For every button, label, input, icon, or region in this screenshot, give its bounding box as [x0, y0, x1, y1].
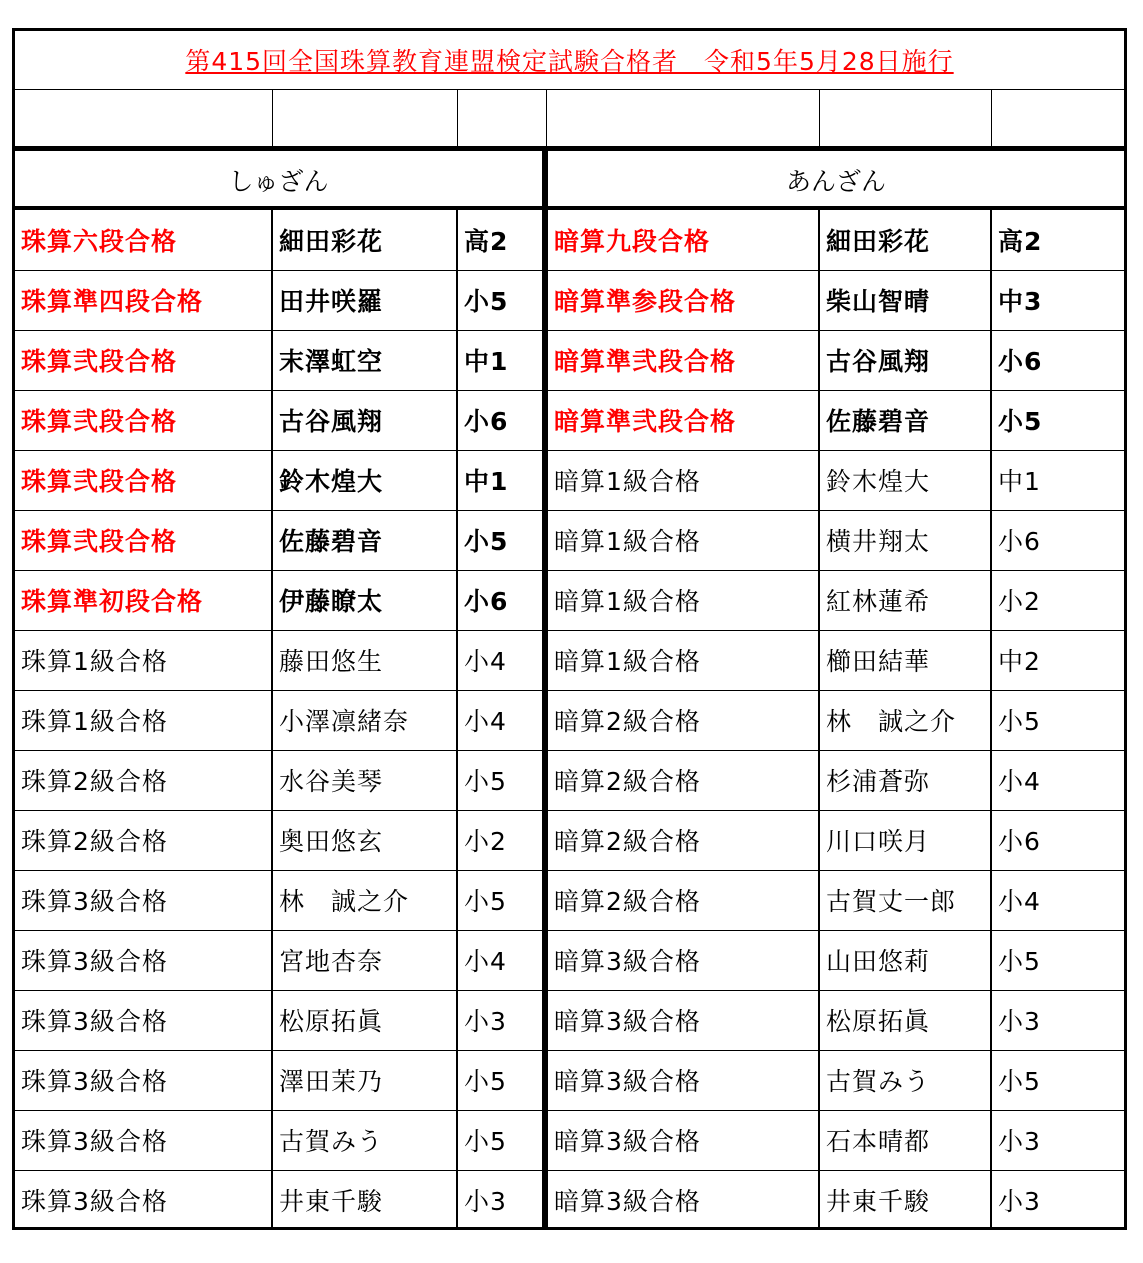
anzan-rank-text: 暗算九段合格 [554, 227, 711, 256]
anzan-name-cell [820, 330, 991, 390]
anzan-name-text: 櫛田結華 [826, 647, 931, 676]
shuzan-name-cell [273, 870, 457, 930]
shuzan-name-text: 鈴木煌大 [279, 467, 384, 496]
anzan-grade-cell [992, 570, 1124, 630]
anzan-rank-cell [548, 870, 819, 930]
shuzan-grade-text: 高2 [464, 227, 509, 256]
shuzan-rank-cell [15, 1170, 272, 1230]
row-rule [15, 870, 1124, 871]
shuzan-grade-text: 中1 [464, 467, 509, 496]
anzan-grade-text: 小5 [998, 1067, 1041, 1096]
anzan-name-text: 川口咲月 [826, 827, 931, 856]
shuzan-name-text: 田井咲羅 [279, 287, 384, 316]
shuzan-grade-cell [458, 570, 542, 630]
row-rule [15, 750, 1124, 751]
section-header-anzan [548, 152, 1124, 207]
anzan-name-cell [820, 1110, 991, 1170]
row-rule [15, 1170, 1124, 1171]
anzan-rank-text: 暗算1級合格 [554, 527, 701, 556]
shuzan-name-text: 伊藤瞭太 [279, 587, 384, 616]
shuzan-rank-cell [15, 450, 272, 510]
anzan-rank-text: 暗算2級合格 [554, 827, 701, 856]
blank-row-divider [546, 89, 547, 147]
shuzan-grade-cell [458, 810, 542, 870]
column-rule [818, 206, 820, 1230]
anzan-grade-text: 中2 [998, 647, 1041, 676]
anzan-rank-cell [548, 330, 819, 390]
anzan-name-cell [820, 870, 991, 930]
shuzan-name-cell [273, 390, 457, 450]
shuzan-rank-cell [15, 630, 272, 690]
shuzan-grade-cell [458, 990, 542, 1050]
shuzan-grade-text: 小3 [464, 1187, 507, 1216]
shuzan-rank-cell [15, 750, 272, 810]
shuzan-grade-text: 小3 [464, 1007, 507, 1036]
anzan-rank-cell [548, 270, 819, 330]
shuzan-grade-text: 小5 [464, 1067, 507, 1096]
shuzan-grade-cell [458, 870, 542, 930]
row-rule [15, 930, 1124, 931]
shuzan-rank-cell [15, 1110, 272, 1170]
anzan-rank-cell [548, 1170, 819, 1230]
anzan-name-text: 古谷風翔 [826, 347, 931, 376]
shuzan-grade-cell [458, 690, 542, 750]
anzan-grade-cell [992, 1050, 1124, 1110]
anzan-grade-cell [992, 690, 1124, 750]
anzan-grade-cell [992, 330, 1124, 390]
row-rule [15, 390, 1124, 391]
page-title: 第415回全国珠算教育連盟検定試験合格者 令和5年5月28日施行 [185, 47, 954, 76]
anzan-rank-text: 暗算1級合格 [554, 587, 701, 616]
anzan-rank-text: 暗算準弐段合格 [554, 347, 737, 376]
shuzan-grade-cell [458, 1110, 542, 1170]
anzan-rank-text: 暗算準弐段合格 [554, 407, 737, 436]
shuzan-rank-text: 珠算六段合格 [21, 227, 178, 256]
shuzan-grade-text: 小4 [464, 647, 507, 676]
anzan-name-text: 細田彩花 [826, 227, 931, 256]
anzan-grade-cell [992, 510, 1124, 570]
anzan-name-text: 佐藤碧音 [826, 407, 931, 436]
anzan-name-cell [820, 810, 991, 870]
anzan-name-text: 横井翔太 [826, 527, 931, 556]
blank-row-divider [819, 89, 820, 147]
shuzan-rank-text: 珠算3級合格 [21, 887, 168, 916]
shuzan-rank-text: 珠算準初段合格 [21, 587, 204, 616]
anzan-name-cell [820, 750, 991, 810]
anzan-grade-cell [992, 1110, 1124, 1170]
shuzan-name-cell [273, 930, 457, 990]
shuzan-rank-cell [15, 990, 272, 1050]
anzan-rank-text: 暗算2級合格 [554, 707, 701, 736]
anzan-grade-text: 小6 [998, 827, 1041, 856]
shuzan-rank-text: 珠算3級合格 [21, 1187, 168, 1216]
anzan-name-cell [820, 1050, 991, 1110]
anzan-rank-cell [548, 810, 819, 870]
row-rule [15, 990, 1124, 991]
shuzan-grade-cell [458, 390, 542, 450]
title-bottom-rule [15, 89, 1124, 90]
shuzan-grade-cell [458, 930, 542, 990]
anzan-rank-text: 暗算1級合格 [554, 467, 701, 496]
shuzan-rank-cell [15, 510, 272, 570]
anzan-name-cell [820, 390, 991, 450]
shuzan-grade-text: 小4 [464, 947, 507, 976]
anzan-name-text: 松原拓眞 [826, 1007, 931, 1036]
shuzan-grade-cell [458, 510, 542, 570]
section-header-shuzan [15, 152, 542, 207]
anzan-grade-text: 小4 [998, 767, 1041, 796]
anzan-name-text: 古賀丈一郎 [826, 887, 957, 916]
section-header-rule [15, 206, 1124, 210]
anzan-grade-text: 中1 [998, 467, 1041, 496]
shuzan-name-cell [273, 1050, 457, 1110]
shuzan-grade-text: 小2 [464, 827, 507, 856]
shuzan-name-text: 藤田悠生 [279, 647, 384, 676]
anzan-name-text: 杉浦蒼弥 [826, 767, 931, 796]
shuzan-grade-text: 小5 [464, 527, 509, 556]
anzan-name-cell [820, 270, 991, 330]
shuzan-rank-cell [15, 810, 272, 870]
shuzan-rank-cell [15, 870, 272, 930]
blank-row-divider [272, 89, 273, 147]
shuzan-name-cell [273, 750, 457, 810]
anzan-rank-cell [548, 990, 819, 1050]
row-rule [15, 1110, 1124, 1111]
anzan-rank-text: 暗算準参段合格 [554, 287, 737, 316]
shuzan-grade-text: 小4 [464, 707, 507, 736]
shuzan-rank-text: 珠算3級合格 [21, 1127, 168, 1156]
shuzan-rank-cell [15, 330, 272, 390]
shuzan-grade-text: 小6 [464, 587, 509, 616]
anzan-rank-cell [548, 570, 819, 630]
anzan-rank-text: 暗算3級合格 [554, 1127, 701, 1156]
shuzan-name-cell [273, 330, 457, 390]
shuzan-name-cell [273, 570, 457, 630]
shuzan-name-cell [273, 210, 457, 270]
section-divider [542, 146, 548, 1227]
anzan-name-cell [820, 930, 991, 990]
anzan-rank-text: 暗算3級合格 [554, 1067, 701, 1096]
shuzan-name-text: 細田彩花 [279, 227, 384, 256]
anzan-grade-cell [992, 810, 1124, 870]
anzan-rank-cell [548, 930, 819, 990]
shuzan-rank-cell [15, 1050, 272, 1110]
anzan-grade-text: 小3 [998, 1127, 1041, 1156]
shuzan-name-text: 佐藤碧音 [279, 527, 384, 556]
shuzan-grade-text: 小5 [464, 887, 507, 916]
anzan-rank-cell [548, 690, 819, 750]
shuzan-name-text: 松原拓眞 [279, 1007, 384, 1036]
shuzan-name-cell [273, 270, 457, 330]
anzan-name-cell [820, 510, 991, 570]
anzan-rank-text: 暗算2級合格 [554, 767, 701, 796]
shuzan-rank-cell [15, 390, 272, 450]
anzan-grade-cell [992, 630, 1124, 690]
section-label-anzan: あんざん [785, 166, 886, 196]
anzan-rank-text: 暗算2級合格 [554, 887, 701, 916]
shuzan-grade-text: 中1 [464, 347, 509, 376]
shuzan-name-text: 水谷美琴 [279, 767, 384, 796]
shuzan-name-text: 奥田悠玄 [279, 827, 384, 856]
shuzan-name-text: 澤田茉乃 [279, 1067, 384, 1096]
shuzan-rank-cell [15, 270, 272, 330]
anzan-name-text: 石本晴都 [826, 1127, 931, 1156]
shuzan-rank-text: 珠算3級合格 [21, 947, 168, 976]
shuzan-grade-text: 小5 [464, 287, 509, 316]
shuzan-rank-text: 珠算弐段合格 [21, 527, 178, 556]
shuzan-rank-text: 珠算弐段合格 [21, 347, 178, 376]
shuzan-grade-text: 小5 [464, 1127, 507, 1156]
anzan-grade-text: 小5 [998, 407, 1043, 436]
anzan-name-cell [820, 1170, 991, 1230]
anzan-name-cell [820, 690, 991, 750]
shuzan-grade-cell [458, 330, 542, 390]
shuzan-grade-cell [458, 210, 542, 270]
row-rule [15, 690, 1124, 691]
row-rule [15, 450, 1124, 451]
anzan-name-cell [820, 450, 991, 510]
anzan-name-text: 紅林蓮希 [826, 587, 931, 616]
title-cell [15, 31, 1124, 89]
shuzan-grade-cell [458, 630, 542, 690]
anzan-grade-cell [992, 990, 1124, 1050]
anzan-name-cell [820, 990, 991, 1050]
row-rule [15, 510, 1124, 511]
anzan-grade-text: 小3 [998, 1187, 1041, 1216]
shuzan-name-text: 古谷風翔 [279, 407, 384, 436]
shuzan-rank-text: 珠算準四段合格 [21, 287, 204, 316]
anzan-name-text: 山田悠莉 [826, 947, 931, 976]
shuzan-name-cell [273, 450, 457, 510]
shuzan-name-text: 古賀みう [279, 1127, 384, 1156]
shuzan-grade-text: 小6 [464, 407, 509, 436]
anzan-grade-cell [992, 450, 1124, 510]
anzan-grade-text: 高2 [998, 227, 1043, 256]
row-rule [15, 810, 1124, 811]
anzan-rank-cell [548, 750, 819, 810]
shuzan-grade-cell [458, 1170, 542, 1230]
anzan-rank-cell [548, 510, 819, 570]
shuzan-rank-text: 珠算3級合格 [21, 1007, 168, 1036]
anzan-grade-text: 小6 [998, 527, 1041, 556]
anzan-grade-text: 小5 [998, 947, 1041, 976]
anzan-name-text: 柴山智晴 [826, 287, 931, 316]
column-rule [990, 206, 992, 1230]
anzan-name-text: 古賀みう [826, 1067, 931, 1096]
shuzan-name-cell [273, 510, 457, 570]
row-rule [15, 570, 1124, 571]
anzan-grade-cell [992, 930, 1124, 990]
shuzan-name-cell [273, 990, 457, 1050]
shuzan-grade-cell [458, 750, 542, 810]
anzan-rank-text: 暗算3級合格 [554, 947, 701, 976]
section-label-shuzan: しゅざん [228, 166, 329, 196]
shuzan-rank-cell [15, 570, 272, 630]
shuzan-rank-text: 珠算1級合格 [21, 647, 168, 676]
anzan-rank-text: 暗算3級合格 [554, 1007, 701, 1036]
shuzan-name-text: 井東千駿 [279, 1187, 384, 1216]
anzan-rank-text: 暗算3級合格 [554, 1187, 701, 1216]
shuzan-rank-text: 珠算弐段合格 [21, 407, 178, 436]
anzan-grade-cell [992, 210, 1124, 270]
anzan-grade-text: 小2 [998, 587, 1041, 616]
row-rule [15, 630, 1124, 631]
blank-row-divider [457, 89, 458, 147]
anzan-grade-text: 小4 [998, 887, 1041, 916]
shuzan-name-text: 末澤虹空 [279, 347, 384, 376]
shuzan-name-cell [273, 1110, 457, 1170]
anzan-grade-cell [992, 270, 1124, 330]
anzan-name-text: 林 誠之介 [826, 707, 957, 736]
anzan-grade-text: 小6 [998, 347, 1043, 376]
shuzan-rank-cell [15, 210, 272, 270]
anzan-rank-text: 暗算1級合格 [554, 647, 701, 676]
anzan-rank-cell [548, 390, 819, 450]
anzan-name-text: 鈴木煌大 [826, 467, 931, 496]
anzan-rank-cell [548, 210, 819, 270]
shuzan-name-cell [273, 690, 457, 750]
anzan-name-cell [820, 630, 991, 690]
shuzan-grade-text: 小5 [464, 767, 507, 796]
anzan-name-text: 井東千駿 [826, 1187, 931, 1216]
shuzan-name-cell [273, 810, 457, 870]
shuzan-name-cell [273, 630, 457, 690]
shuzan-rank-text: 珠算1級合格 [21, 707, 168, 736]
anzan-grade-cell [992, 390, 1124, 450]
shuzan-name-text: 宮地杏奈 [279, 947, 384, 976]
anzan-name-cell [820, 570, 991, 630]
anzan-grade-cell [992, 750, 1124, 810]
anzan-rank-cell [548, 630, 819, 690]
anzan-grade-cell [992, 870, 1124, 930]
shuzan-grade-cell [458, 270, 542, 330]
shuzan-name-cell [273, 1170, 457, 1230]
anzan-rank-cell [548, 450, 819, 510]
blank-row-divider [991, 89, 992, 147]
shuzan-grade-cell [458, 1050, 542, 1110]
shuzan-rank-text: 珠算2級合格 [21, 767, 168, 796]
row-rule [15, 330, 1124, 331]
anzan-grade-text: 小3 [998, 1007, 1041, 1036]
anzan-rank-cell [548, 1110, 819, 1170]
anzan-name-cell [820, 210, 991, 270]
column-rule [271, 206, 273, 1230]
shuzan-rank-cell [15, 690, 272, 750]
header-top-rule [15, 146, 1124, 151]
row-rule [15, 1050, 1124, 1051]
anzan-grade-text: 小5 [998, 707, 1041, 736]
shuzan-name-text: 林 誠之介 [279, 887, 410, 916]
shuzan-rank-text: 珠算3級合格 [21, 1067, 168, 1096]
anzan-grade-cell [992, 1170, 1124, 1230]
shuzan-name-text: 小澤凛緒奈 [279, 707, 410, 736]
row-rule [15, 270, 1124, 271]
column-rule [456, 206, 458, 1230]
anzan-rank-cell [548, 1050, 819, 1110]
shuzan-rank-cell [15, 930, 272, 990]
shuzan-grade-cell [458, 450, 542, 510]
anzan-grade-text: 中3 [998, 287, 1043, 316]
shuzan-rank-text: 珠算弐段合格 [21, 467, 178, 496]
shuzan-rank-text: 珠算2級合格 [21, 827, 168, 856]
